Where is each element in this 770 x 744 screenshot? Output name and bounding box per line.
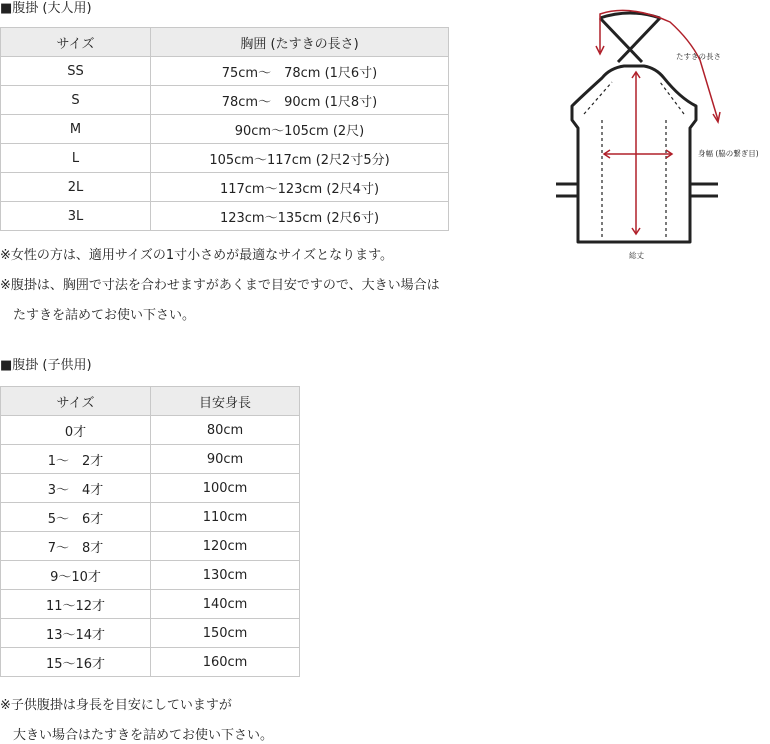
size-cell: 2L	[1, 173, 151, 202]
column-header-size: サイズ	[1, 387, 151, 416]
total-length-label: 総丈	[629, 251, 644, 260]
measurement-cell: 140cm	[151, 590, 300, 619]
size-cell: S	[1, 86, 151, 115]
measurement-cell: 160cm	[151, 648, 300, 677]
table-row	[1, 57, 449, 86]
child-note-2: 大きい場合はたすきを詰めてお使い下さい。	[0, 728, 274, 743]
table-row	[1, 648, 300, 677]
table-row	[1, 202, 449, 231]
table-row	[1, 445, 300, 474]
measurement-cell: 78cm～ 90cm (1尺8寸)	[151, 86, 449, 115]
table-row	[1, 532, 300, 561]
table-row	[1, 144, 449, 173]
adult-note-1: ※女性の方は、適用サイズの1寸小さめが最適なサイズとなります。	[0, 248, 394, 263]
table-header-row	[1, 387, 300, 416]
size-cell: 0才	[1, 416, 151, 445]
total-length-arrow	[632, 72, 640, 234]
table-row	[1, 619, 300, 648]
measurement-cell: 90cm	[151, 445, 300, 474]
size-cell: 3～ 4才	[1, 474, 151, 503]
measurement-cell: 75cm～ 78cm (1尺6寸)	[151, 57, 449, 86]
size-cell: 15～16才	[1, 648, 151, 677]
table-row	[1, 115, 449, 144]
size-cell: 3L	[1, 202, 151, 231]
size-cell: L	[1, 144, 151, 173]
adult-note-2: ※腹掛は、胸囲で寸法を合わせますがあくまで目安ですので、大きい場合は	[0, 278, 440, 293]
measurement-cell: 123cm～135cm (2尺6寸)	[151, 202, 449, 231]
child-size-table	[0, 386, 300, 677]
body-width-label: 身幅 (脇の繋ぎ目)	[698, 149, 759, 158]
child-note-1: ※子供腹掛は身長を目安にしていますが	[0, 698, 232, 713]
table-row	[1, 590, 300, 619]
measurement-cell: 110cm	[151, 503, 300, 532]
strap-length-label: たすきの長さ	[676, 52, 721, 61]
size-cell: 7～ 8才	[1, 532, 151, 561]
table-row	[1, 503, 300, 532]
measurement-cell: 105cm～117cm (2尺2寸5分)	[151, 144, 449, 173]
adult-size-table	[0, 27, 449, 231]
measurement-cell: 117cm～123cm (2尺4寸)	[151, 173, 449, 202]
measurement-cell: 90cm～105cm (2尺)	[151, 115, 449, 144]
measurement-cell: 130cm	[151, 561, 300, 590]
size-cell: 13～14才	[1, 619, 151, 648]
measurement-cell: 100cm	[151, 474, 300, 503]
table-row	[1, 416, 300, 445]
measurement-cell: 80cm	[151, 416, 300, 445]
measurement-cell: 120cm	[151, 532, 300, 561]
strap-length-arrow	[596, 10, 720, 122]
table-row	[1, 561, 300, 590]
seam-lines	[584, 82, 684, 238]
table-row	[1, 474, 300, 503]
size-cell: SS	[1, 57, 151, 86]
size-cell: 11～12才	[1, 590, 151, 619]
column-header-chest: 胸囲 (たすきの長さ)	[151, 28, 449, 57]
size-cell: 5～ 6才	[1, 503, 151, 532]
column-header-size: サイズ	[1, 28, 151, 57]
child-heading: ■腹掛 (子供用)	[0, 358, 92, 373]
body-width-arrow	[604, 150, 672, 158]
size-cell: 9～10才	[1, 561, 151, 590]
size-cell: 1～ 2才	[1, 445, 151, 474]
apron-measurement-diagram	[550, 0, 765, 270]
measurement-cell: 150cm	[151, 619, 300, 648]
column-header-height: 目安身長	[151, 387, 300, 416]
size-cell: M	[1, 115, 151, 144]
table-row	[1, 173, 449, 202]
table-row	[1, 86, 449, 115]
table-header-row	[1, 28, 449, 57]
adult-note-3: たすきを詰めてお使い下さい。	[0, 308, 196, 323]
apron-outline	[556, 13, 718, 242]
adult-heading: ■腹掛 (大人用)	[0, 1, 92, 16]
